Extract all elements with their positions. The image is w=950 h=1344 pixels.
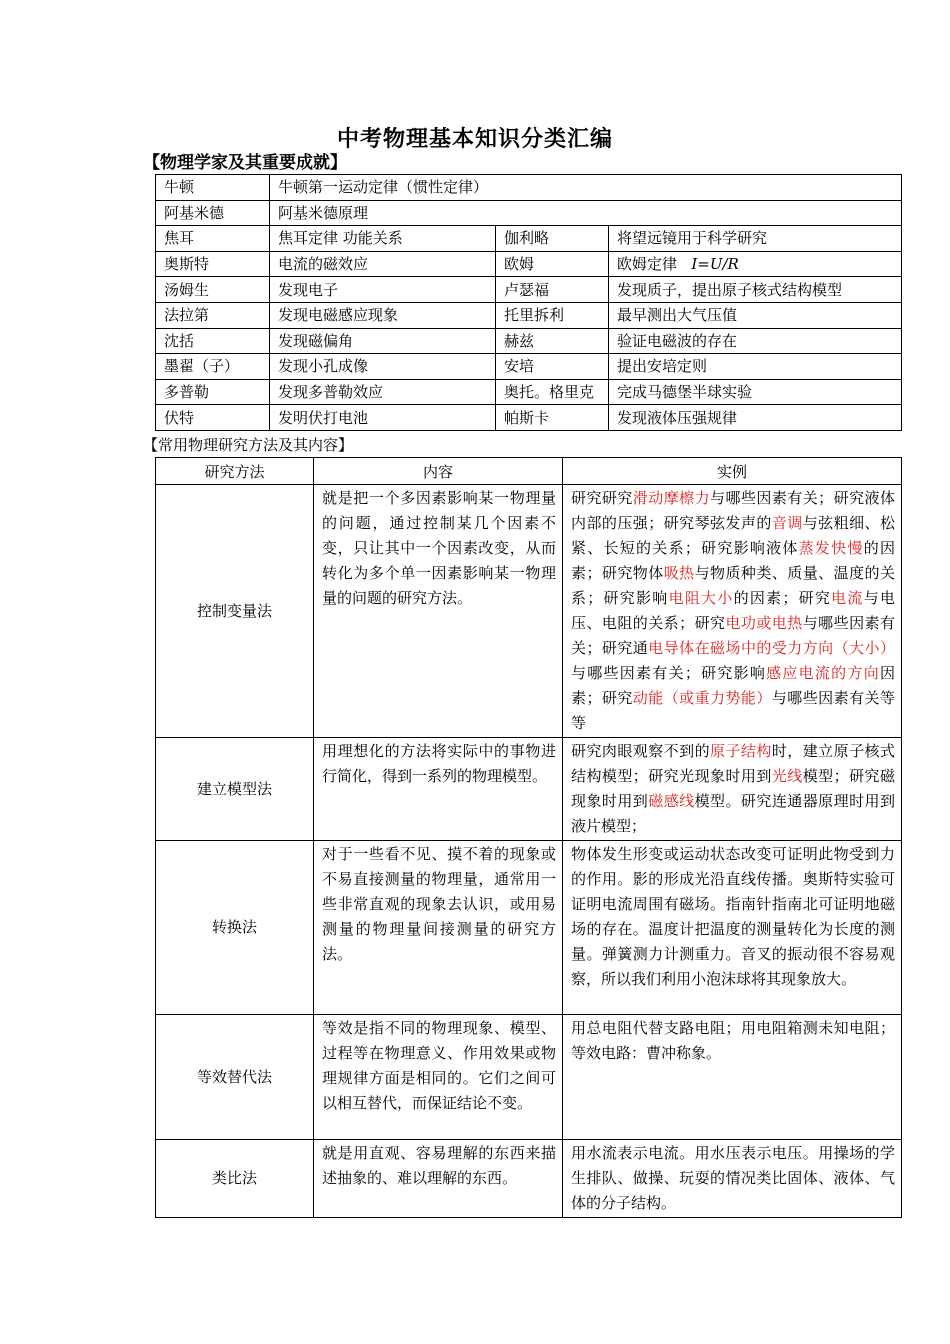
example-text: 与物质种类、质量、温度的关系；研究影响 [571,564,895,607]
section-heading-scientists: 【物理学家及其重要成就】 [143,153,347,173]
scientist-achievement: 发现质子，提出原子核式结构模型 [609,277,902,303]
scientist-name: 法拉第 [156,302,270,328]
example-text: 研究肉眼观察不到的 [571,742,711,760]
scientist-name: 托里拆利 [496,302,609,328]
scientist-name: 多普勒 [156,379,270,405]
scientist-achievement: 发现液体压强规律 [609,405,902,431]
method-content: 就是用直观、容易理解的东西来描述抽象的、难以理解的东西。 [314,1140,563,1218]
highlight-term: 感应电流的方向 [766,664,880,682]
example-text: 模型；研究磁现象时用到 [571,767,895,810]
scientists-table [155,174,902,431]
section-heading-methods: 【常用物理研究方法及其内容】 [143,436,354,454]
method-content: 等效是指不同的物理现象、模型、过程等在物理意义、作用效果或物理规律方面是相同的。它们之间可以相互替代，而保证结论不变。 [314,1015,563,1140]
highlight-term: 音调 [771,514,803,532]
highlight-term: 动能（或重力势能） [632,689,772,707]
scientist-achievement: 阿基米德原理 [270,200,902,226]
method-name: 转换法 [156,841,314,1015]
highlight-term: 电导体在磁场中的受力方向（大小） [648,639,895,657]
achievement-text: 欧姆定律 [617,255,678,274]
table-row [156,1140,902,1218]
scientist-achievement: 完成马德堡半球实验 [609,379,902,405]
table-row [156,251,902,277]
method-content: 就是把一个多因素影响某一物理量的问题，通过控制某几个因素不变，只让其中一个因素改变，从而转化为多个单一因素影响某一物理量的问题的研究方法。 [314,485,563,738]
method-name: 类比法 [156,1140,314,1218]
example-text: 因素；研究 [571,664,895,707]
table-row [156,738,902,841]
example-text: 与哪些因素有关；研究液体内部的压强；研究琴弦发声的 [571,489,895,532]
example-text: 研究研究 [571,489,633,507]
example-text: 与电压、电阻的关系；研究 [571,589,895,632]
scientist-name: 阿基米德 [156,200,270,226]
methods-table [155,457,902,1218]
scientist-achievement [609,251,902,277]
table-row [156,226,902,252]
method-example [563,738,902,841]
table-row [156,379,902,405]
highlight-term: 原子结构 [710,742,772,760]
highlight-term: 蒸发快慢 [798,539,864,557]
scientist-name: 汤姆生 [156,277,270,303]
scientist-achievement: 发现小孔成像 [270,354,496,380]
table-row [156,1015,902,1140]
scientist-achievement: 发现磁偏角 [270,328,496,354]
table-row [156,485,902,738]
method-example [563,485,902,738]
scientist-achievement: 将望远镜用于科学研究 [609,226,902,252]
scientist-achievement: 提出安培定则 [609,354,902,380]
scientist-name: 安培 [496,354,609,380]
example-text: 模型。研究连通器原理时用到液片模型； [571,792,895,835]
example-text: 的因素；研究 [733,589,832,607]
scientist-name: 伏特 [156,405,270,431]
scientist-name: 奥托。格里克 [496,379,609,405]
method-content: 对于一些看不见、摸不着的现象或不易直接测量的物理量，通常用一些非常直观的现象去认识，或用易测量的物理量间接测量的研究方法。 [314,841,563,1015]
column-header: 内容 [314,458,563,485]
scientist-achievement: 发明伏打电池 [270,405,496,431]
method-example: 用水流表示电流。用水压表示电压。用操场的学生排队、做操、玩耍的情况类比固体、液体、气体的分子结构。 [563,1140,902,1218]
highlight-term: 光线 [771,767,803,785]
scientist-name: 帕斯卡 [496,405,609,431]
scientist-name: 沈括 [156,328,270,354]
scientist-name: 伽利略 [496,226,609,252]
table-row [156,354,902,380]
table-row [156,175,902,201]
table-row [156,302,902,328]
scientist-achievement: 发现多普勒效应 [270,379,496,405]
scientist-name: 牛顿 [156,175,270,201]
example-text: 与弦粗细、松紧、长短的关系；研究影响液体 [571,514,895,557]
scientist-name: 焦耳 [156,226,270,252]
table-row [156,405,902,431]
example-text: 时，建立原子核式结构模型；研究光现象时用到 [571,742,895,785]
example-text: 与哪些因素有关；研究影响 [571,664,767,682]
scientist-achievement: 电流的磁效应 [270,251,496,277]
table-header-row [156,458,902,485]
highlight-term: 电流 [831,589,864,607]
scientist-achievement: 验证电磁波的存在 [609,328,902,354]
method-name: 建立模型法 [156,738,314,841]
page-title: 中考物理基本知识分类汇编 [336,127,613,152]
scientist-name: 墨翟（子） [156,354,270,380]
method-content: 用理想化的方法将实际中的事物进行简化，得到一系列的物理模型。 [314,738,563,841]
highlight-term: 吸热 [663,564,695,582]
scientist-achievement: 牛顿第一运动定律（惯性定律） [270,175,902,201]
scientist-achievement: 发现电子 [270,277,496,303]
highlight-term: 磁感线 [648,792,695,810]
method-example: 物体发生形变或运动状态改变可证明此物受到力的作用。影的形成光沿直线传播。奥斯特实验可证明电流周围有磁场。指南针指南北可证明地磁场的存在。温度计把温度的测量转化为长度的测量。弹簧测力计测重力。音叉的振动很不容易观察，所以我们利用小泡沫球将其现象放大。 [563,841,902,1015]
highlight-term: 滑动摩檫力 [632,489,711,507]
table-row [156,200,902,226]
scientist-achievement: 发现电磁感应现象 [270,302,496,328]
method-name: 控制变量法 [156,485,314,738]
scientist-name: 卢瑟福 [496,277,609,303]
example-text: 的因素；研究物体 [571,539,895,582]
scientist-achievement: 焦耳定律 功能关系 [270,226,496,252]
scientist-name: 赫兹 [496,328,609,354]
method-example: 用总电阻代替支路电阻；用电阻箱测未知电阻；等效电路：曹冲称象。 [563,1015,902,1140]
method-name: 等效替代法 [156,1015,314,1140]
table-row [156,328,902,354]
column-header: 实例 [563,458,902,485]
example-text: 与哪些因素有关等等 [571,689,895,732]
ohm-formula: I=U/R [691,255,739,274]
column-header: 研究方法 [156,458,314,485]
table-row [156,841,902,1015]
example-text: 与哪些因素有关；研究通 [571,614,895,657]
scientist-name: 奥斯特 [156,251,270,277]
table-row [156,277,902,303]
scientist-achievement: 最早测出大气压值 [609,302,902,328]
scientist-name: 欧姆 [496,251,609,277]
highlight-term: 电阻大小 [668,589,734,607]
highlight-term: 电功或电热 [725,614,803,632]
